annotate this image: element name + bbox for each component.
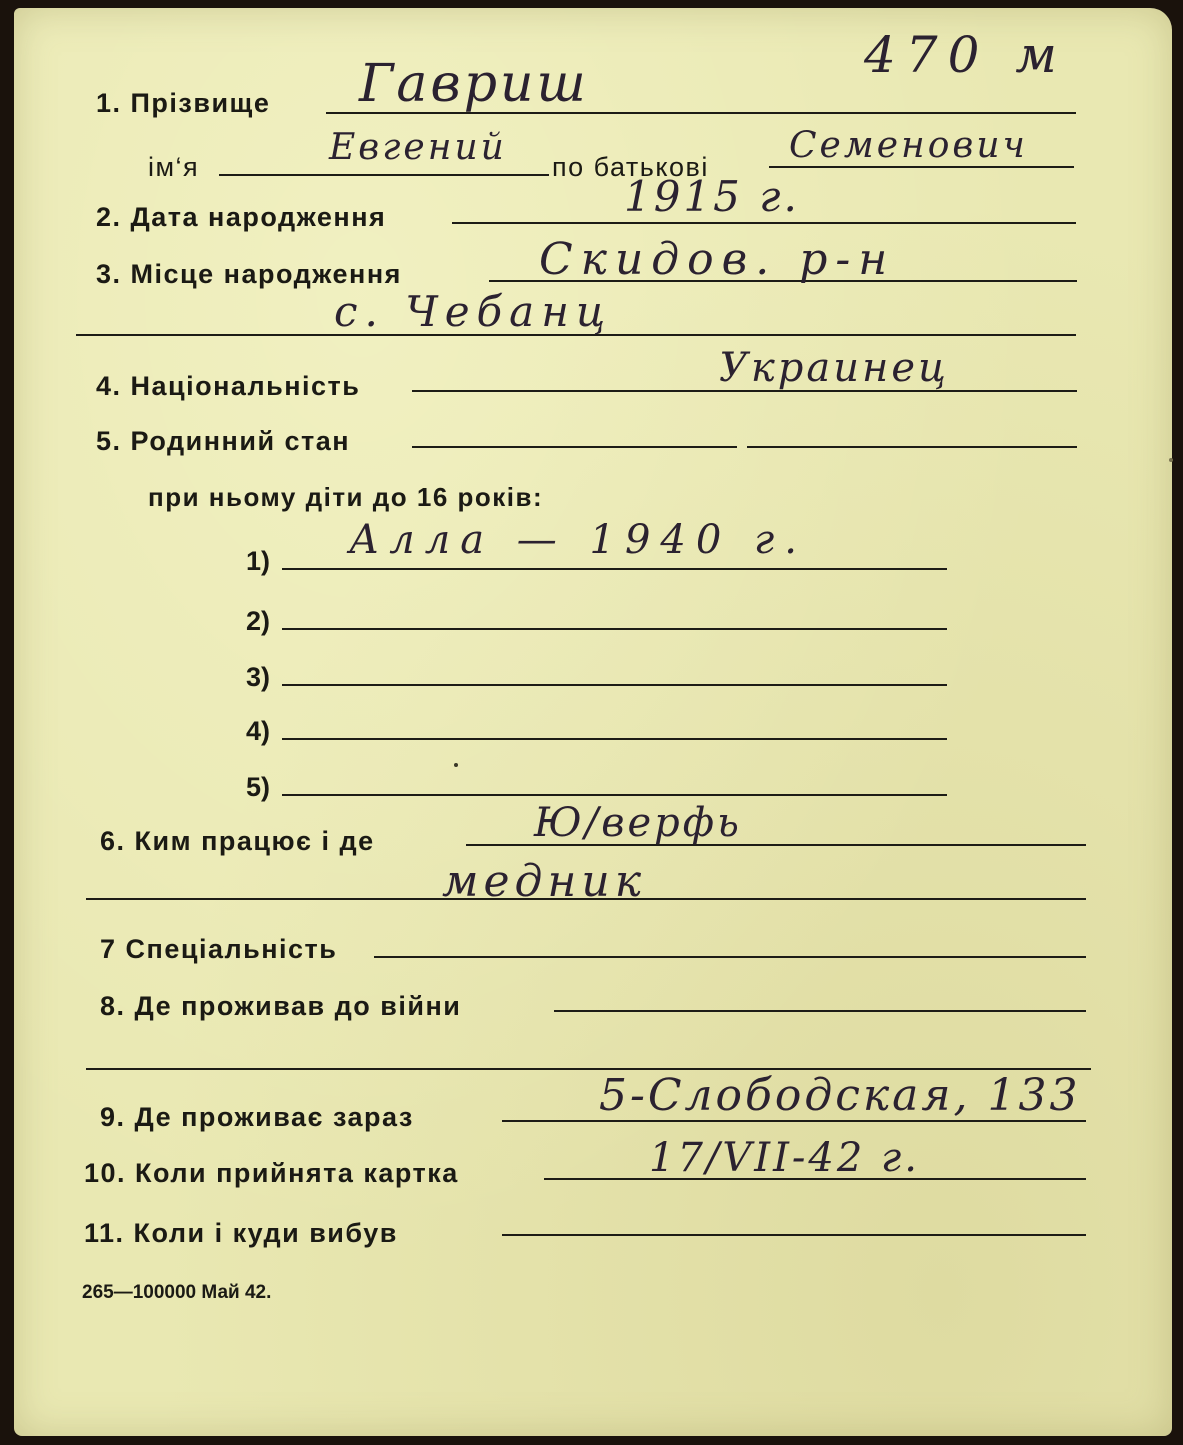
- patronymic-value: Семенович: [789, 125, 1028, 166]
- work-value-2: медник: [442, 856, 647, 907]
- departed-label: 11. Коли і куди вибув: [84, 1218, 398, 1248]
- child-line: [282, 628, 947, 630]
- child-line: [282, 794, 947, 796]
- birth-place-label: 3. Місце народження: [96, 259, 402, 289]
- birth-date-value: 1915 г.: [624, 172, 800, 221]
- patronymic-line: [769, 166, 1074, 168]
- child-number: 2): [246, 606, 271, 636]
- work-label: 6. Ким працює і де: [100, 826, 375, 856]
- family-status-label: 5. Родинний стан: [96, 426, 351, 456]
- paper-speck: [1169, 458, 1173, 462]
- prewar-residence-label: 8. Де проживав до війни: [100, 991, 462, 1021]
- specialty-line: [374, 956, 1086, 958]
- patronymic-label: по батькові: [552, 152, 709, 182]
- registration-card: [14, 8, 1172, 1436]
- children-label: при ньому діти до 16 років:: [148, 482, 544, 512]
- child-value: Алла — 1940 г.: [349, 517, 807, 563]
- nationality-value: Украинец: [719, 345, 949, 391]
- specialty-label: 7 Спеціальність: [100, 934, 338, 964]
- surname-value: Гавриш: [359, 54, 589, 114]
- child-line: [282, 568, 947, 570]
- print-run-footer: 265—100000 Май 42.: [82, 1282, 272, 1303]
- family-status-line-b: [747, 446, 1077, 448]
- current-residence-label: 9. Де проживає зараз: [100, 1102, 414, 1132]
- child-number: 3): [246, 662, 271, 692]
- card-accepted-label: 10. Коли прийнята картка: [84, 1158, 459, 1188]
- birth-date-label: 2. Дата народження: [96, 202, 387, 232]
- work-value-1: Ю/верфь: [534, 800, 742, 846]
- departed-line: [502, 1234, 1086, 1236]
- surname-label: 1. Прізвище: [96, 88, 271, 118]
- child-line: [282, 684, 947, 686]
- paper-speck: [454, 763, 458, 767]
- name-line: [219, 174, 549, 176]
- card-number: 470 м: [864, 26, 1067, 84]
- current-residence-value: 5-Слободская, 133: [599, 1070, 1081, 1121]
- prewar-residence-line-1: [554, 1010, 1086, 1012]
- name-label: ім‘я: [148, 152, 200, 182]
- child-number: 4): [246, 716, 271, 746]
- birth-place-value-2: с. Чебанц: [334, 287, 613, 336]
- name-value: Евгений: [329, 127, 507, 168]
- birth-date-line: [452, 222, 1076, 224]
- child-number: 1): [246, 546, 271, 576]
- child-line: [282, 738, 947, 740]
- card-accepted-value: 17/VII-42 г.: [649, 1135, 920, 1181]
- nationality-label: 4. Національність: [96, 371, 361, 401]
- birth-place-value-1: Скидов. р-н: [539, 234, 896, 285]
- child-number: 5): [246, 772, 271, 802]
- family-status-line-a: [412, 446, 737, 448]
